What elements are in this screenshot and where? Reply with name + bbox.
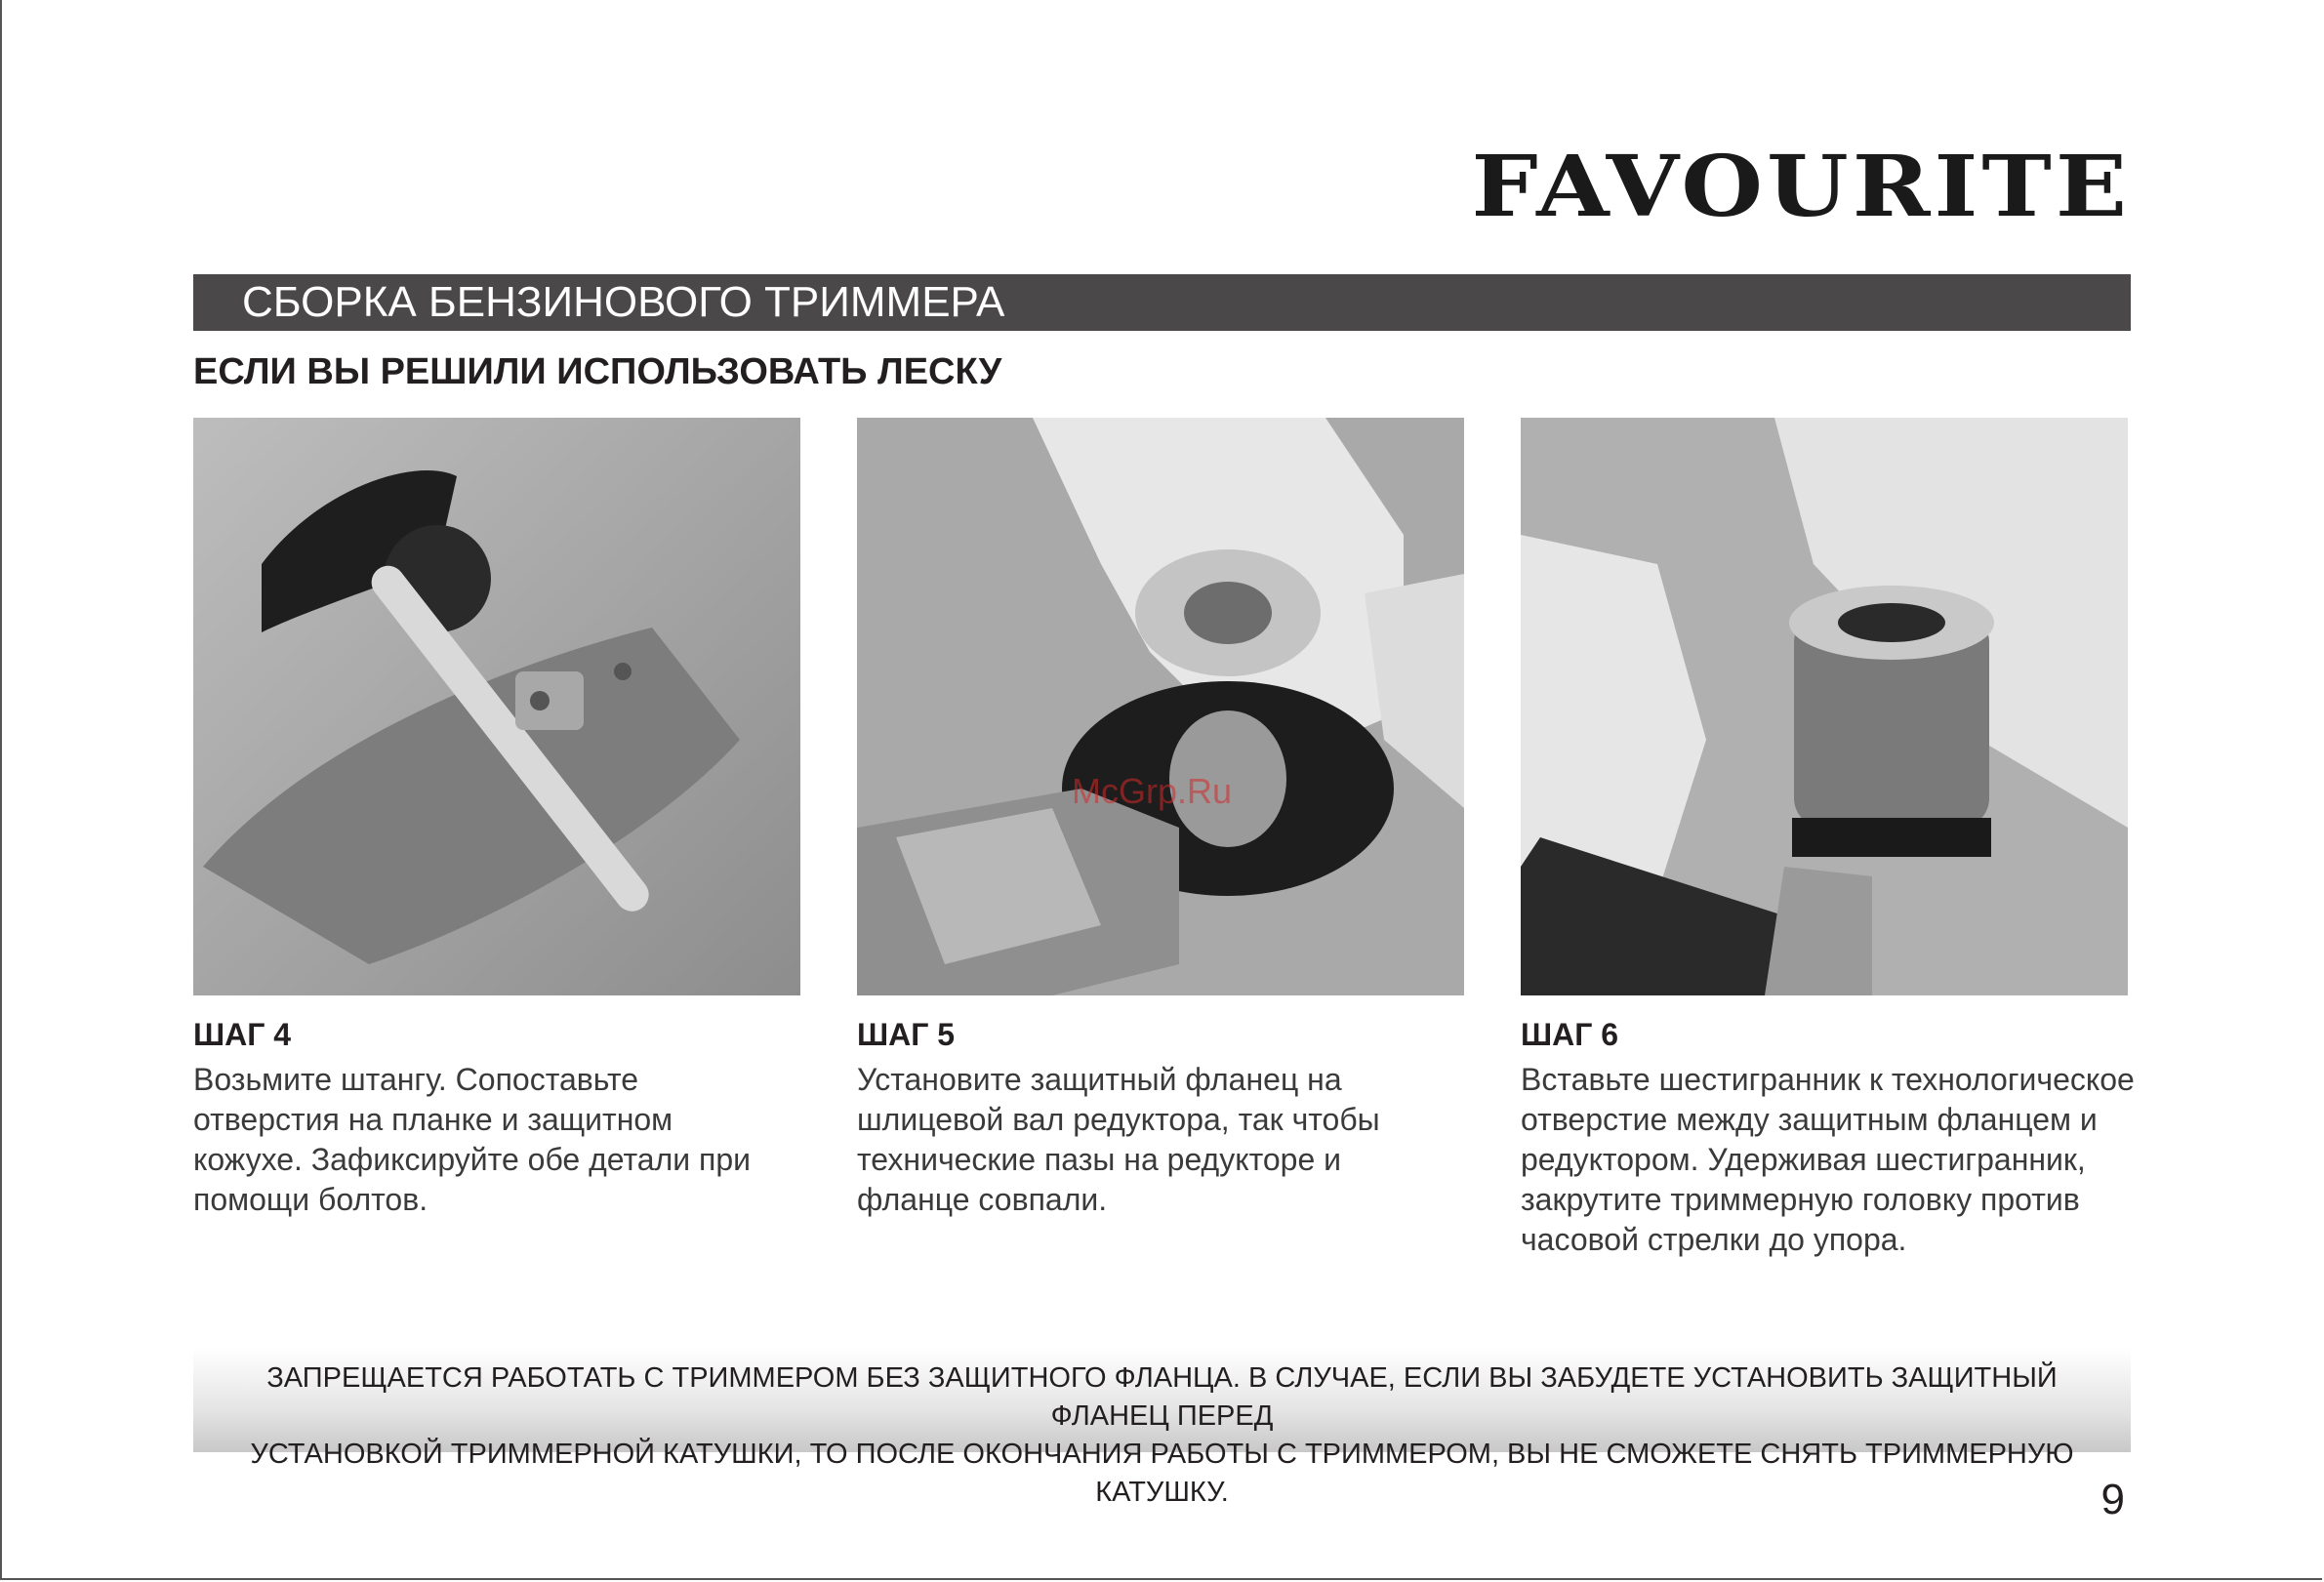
watermark: McGrp.Ru: [1072, 771, 1233, 811]
step-6-text: [1521, 1060, 2184, 1260]
step-4-block: [193, 1015, 857, 1220]
step-4-line: помощи болтов.: [193, 1182, 428, 1217]
step-6-line: редуктором. Удерживая шестигранник,: [1521, 1142, 2086, 1177]
step-6-line: отверстие между защитным фланцем и: [1521, 1102, 2098, 1137]
step-6-block: [1521, 1015, 2184, 1260]
step-6-illustration: [1521, 418, 2128, 995]
subheading: ЕСЛИ ВЫ РЕШИЛИ ИСПОЛЬЗОВАТЬ ЛЕСКУ: [193, 351, 1002, 392]
step-4-line: отверстия на планке и защитном: [193, 1102, 673, 1137]
brand-logo: FAVOURITE: [1471, 136, 2131, 236]
page-number: 9: [2100, 1476, 2125, 1523]
step-4-photo: [193, 418, 800, 995]
warning-line-1: ЗАПРЕЩАЕТСЯ РАБОТАТЬ С ТРИММЕРОМ БЕЗ ЗАЩИТНОГО ФЛАНЦА. В СЛУЧАЕ, ЕСЛИ ВЫ ЗАБУДЕТЕ УСТАНОВИТЬ ЗАЩИТНЫЙ ФЛАНЕЦ ПЕРЕД: [266, 1362, 2058, 1432]
step-5-line: фланце совпали.: [857, 1182, 1108, 1217]
step-4-text: [193, 1060, 857, 1220]
step-4-illustration: [193, 418, 800, 995]
step-5-line: технические пазы на редукторе и: [857, 1142, 1342, 1177]
step-4-title: ШАГ 4: [193, 1017, 292, 1052]
step-6-line: закрутите триммерную головку против: [1521, 1182, 2080, 1217]
warning-box: [193, 1348, 2131, 1508]
step-6-line: Вставьте шестигранник к технологическое: [1521, 1062, 2135, 1097]
step-5-title: ШАГ 5: [857, 1017, 956, 1052]
step-5-photo: [857, 418, 1464, 995]
step-6-line: часовой стрелки до упора.: [1521, 1222, 1907, 1257]
step-5-illustration: [857, 418, 1464, 995]
step-4-line: Возьмите штангу. Сопоставьте: [193, 1062, 639, 1097]
step-4-line: кожухе. Зафиксируйте обе детали при: [193, 1142, 752, 1177]
step-5-text: [857, 1060, 1521, 1220]
step-5-block: [857, 1015, 1521, 1220]
step-6-photo: [1521, 418, 2128, 995]
step-5-line: шлицевой вал редуктора, так чтобы: [857, 1102, 1380, 1137]
section-title: СБОРКА БЕНЗИНОВОГО ТРИММЕРА: [242, 278, 1005, 326]
step-5-line: Установите защитный фланец на: [857, 1062, 1342, 1097]
section-title-bar: [193, 274, 2131, 331]
warning-line-2: УСТАНОВКОЙ ТРИММЕРНОЙ КАТУШКИ, ТО ПОСЛЕ ОКОНЧАНИЯ РАБОТЫ С ТРИММЕРОМ, ВЫ НЕ СМОЖЕТЕ СНЯТЬ ТРИММЕРНУЮ КАТУШКУ.: [250, 1439, 2074, 1508]
step-6-title: ШАГ 6: [1521, 1017, 1619, 1052]
